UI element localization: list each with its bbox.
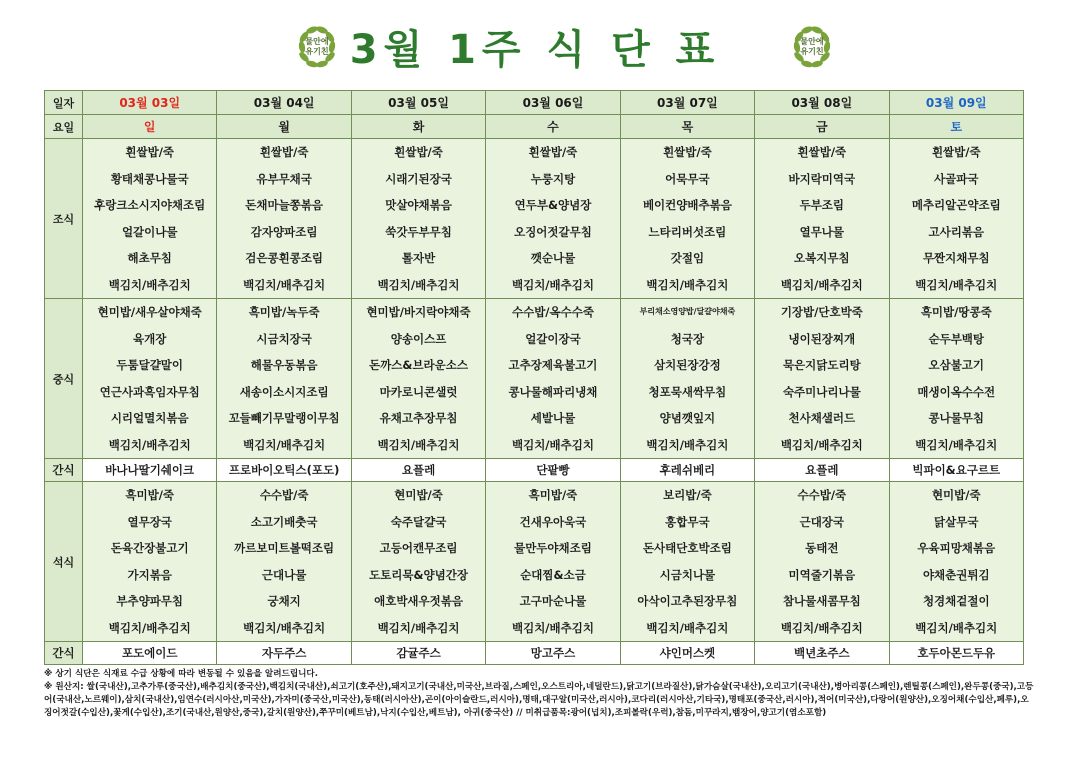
snack-cell: 요플레 — [351, 459, 485, 482]
menu-item: 흑미밥/땅콩죽 — [920, 305, 992, 319]
menu-item: 도토리묵&양념간장 — [369, 567, 468, 582]
breakfast-cell — [486, 139, 620, 299]
weekday-row — [45, 115, 1024, 139]
menu-items — [621, 139, 754, 298]
menu-item: 돈채마늘쫑볶음 — [245, 198, 324, 212]
menu-items — [486, 482, 619, 641]
snack-cell: 바나나딸기쉐이크 — [83, 459, 217, 482]
snack-cell: 빅파이&요구르트 — [889, 459, 1023, 482]
lunch-cell — [486, 299, 620, 459]
dinner-cell — [486, 482, 620, 642]
menu-item: 청국장 — [670, 331, 705, 346]
breakfast-label: 조식 — [45, 139, 83, 299]
menu-item: 베이컨양배추볶음 — [642, 198, 732, 212]
menu-items — [217, 299, 350, 458]
date-cell: 03월 03일 — [83, 91, 217, 115]
weekday-cell: 월 — [217, 115, 351, 139]
menu-items — [83, 482, 216, 641]
dinner-cell — [620, 482, 754, 642]
logo-text — [797, 37, 827, 57]
lunch-cell — [889, 299, 1023, 459]
snack-cell: 단팥빵 — [486, 459, 620, 482]
notes — [44, 668, 1034, 720]
menu-item: 돈사태단호박조림 — [642, 541, 732, 555]
menu-item: 청경채겉절이 — [922, 594, 990, 608]
menu-item: 흑미밥/죽 — [528, 488, 578, 502]
dinner-cell — [83, 482, 217, 642]
menu-item: 흰쌀밥/죽 — [259, 145, 309, 159]
menu-item: 오징어젓갈무침 — [514, 224, 592, 239]
menu-item: 검은콩흰콩조림 — [245, 251, 324, 265]
menu-item: 기장밥/단호박죽 — [780, 305, 863, 319]
menu-item: 궁채지 — [267, 594, 301, 608]
menu-item: 흰쌀밥/죽 — [931, 145, 981, 159]
menu-item: 근대나물 — [261, 567, 307, 582]
menu-items — [217, 482, 350, 641]
menu-item: 육개장 — [133, 331, 167, 346]
menu-items — [755, 139, 888, 298]
menu-item: 열무나물 — [799, 224, 845, 239]
menu-item: 새송이소시지조림 — [239, 384, 329, 399]
menu-item: 백김치/배추김치 — [108, 437, 191, 452]
menu-item: 애호박새우젓볶음 — [374, 594, 463, 608]
dinner-cell — [889, 482, 1023, 642]
dinner-cell — [351, 482, 485, 642]
menu-item: 오복지무침 — [794, 251, 850, 265]
menu-items — [83, 139, 216, 298]
menu-item: 참나물새콤무침 — [782, 594, 861, 608]
menu-item: 백김치/배추김치 — [646, 437, 729, 452]
menu-item: 흰쌀밥/죽 — [663, 145, 712, 159]
menu-item: 청포묵새싹무침 — [648, 384, 727, 399]
menu-item: 숙주미나리나물 — [782, 384, 861, 399]
menu-item: 삼치된장강정 — [654, 358, 721, 372]
menu-item: 물만두야채조림 — [514, 541, 592, 555]
breakfast-cell — [755, 139, 889, 299]
breakfast-cell — [217, 139, 351, 299]
menu-item: 시금치장국 — [256, 331, 312, 346]
menu-item: 고구마순나물 — [519, 594, 587, 608]
lunch-cell — [755, 299, 889, 459]
lunch-cell — [351, 299, 485, 459]
menu-item: 백김치/배추김치 — [915, 620, 998, 635]
menu-item: 수수밥/죽 — [797, 488, 847, 502]
menu-item: 냉이된장찌개 — [788, 331, 856, 346]
menu-items — [890, 299, 1023, 458]
menu-item: 누룽지탕 — [530, 171, 576, 186]
menu-item: 백김치/배추김치 — [243, 277, 326, 292]
snack2-cell: 감귤주스 — [351, 642, 485, 665]
menu-items — [621, 299, 754, 458]
date-cell: 03월 06일 — [486, 91, 620, 115]
menu-items — [621, 482, 754, 641]
menu-item: 고추장제육불고기 — [508, 358, 598, 372]
menu-item: 시리얼멸치볶음 — [110, 411, 189, 425]
date-row — [45, 91, 1024, 115]
menu-items — [755, 299, 888, 458]
menu-item: 백김치/배추김치 — [915, 437, 998, 452]
dinner-cell — [755, 482, 889, 642]
menu-item: 두부조림 — [799, 198, 845, 212]
menu-item: 수수밥/옥수수죽 — [511, 305, 594, 319]
menu-item: 백김치/배추김치 — [646, 277, 729, 292]
snack-cell: 후레쉬베리 — [620, 459, 754, 482]
menu-items — [486, 139, 619, 298]
lunch-cell — [217, 299, 351, 459]
menu-item: 연근사과흑임자무침 — [99, 384, 200, 399]
menu-item: 백김치/배추김치 — [915, 277, 998, 292]
menu-item: 황태채콩나물국 — [110, 171, 189, 186]
menu-item: 흰쌀밥/죽 — [394, 145, 443, 159]
lunch-row — [45, 299, 1024, 459]
menu-item: 후랑크소시지야채조림 — [94, 198, 206, 212]
menu-item: 백김치/배추김치 — [511, 620, 594, 635]
lunch-label: 중식 — [45, 299, 83, 459]
menu-item: 우육피망채볶음 — [917, 541, 996, 555]
menu-item: 바지락미역국 — [788, 171, 856, 186]
menu-item: 닭살무국 — [934, 514, 979, 529]
menu-table — [44, 90, 1024, 665]
menu-items — [217, 139, 350, 298]
menu-item: 흑미밥/죽 — [125, 488, 175, 502]
weekday-cell: 일 — [83, 115, 217, 139]
snack-cell: 요플레 — [755, 459, 889, 482]
dinner-cell — [217, 482, 351, 642]
menu-item: 백김치/배추김치 — [377, 277, 460, 292]
menu-item: 부추양파무침 — [116, 594, 184, 608]
dinner-label: 석식 — [45, 482, 83, 642]
menu-item: 백김치/배추김치 — [108, 277, 191, 292]
menu-item: 쑥갓두부무침 — [385, 224, 452, 239]
date-cell: 03월 05일 — [351, 91, 485, 115]
menu-item: 무짠지채무침 — [922, 251, 990, 265]
menu-item: 백김치/배추김치 — [377, 437, 460, 452]
menu-items — [83, 299, 216, 458]
menu-item: 묵은지닭도리탕 — [782, 358, 861, 372]
menu-item: 꼬들빼기무말랭이무침 — [228, 411, 340, 425]
menu-item: 얼갈이나물 — [121, 224, 178, 239]
menu-items — [486, 299, 619, 458]
breakfast-cell — [889, 139, 1023, 299]
menu-item: 고등어캔무조림 — [379, 541, 458, 555]
menu-item: 흰쌀밥/죽 — [125, 145, 175, 159]
menu-item: 백김치/배추김치 — [646, 620, 729, 635]
weekday-label: 요일 — [45, 115, 83, 139]
page-title: 3월 1주 식 단 표 — [349, 27, 721, 73]
snack2-cell: 망고주스 — [486, 642, 620, 665]
menu-item: 순대찜&소금 — [520, 567, 586, 582]
menu-items — [890, 482, 1023, 641]
weekday-cell: 토 — [889, 115, 1023, 139]
date-cell: 03월 08일 — [755, 91, 889, 115]
header — [0, 0, 1070, 90]
logo-text-line: 유기친 — [800, 47, 824, 56]
menu-item: 유부무채국 — [256, 171, 312, 186]
menu-item: 어묵무국 — [665, 171, 710, 186]
menu-item: 건새우아욱국 — [519, 514, 587, 529]
lunch-cell — [620, 299, 754, 459]
menu-item: 백김치/배추김치 — [243, 620, 326, 635]
menu-item: 아삭이고추된장무침 — [637, 594, 738, 608]
note-line: ※ 원산지: 쌀(국내산),고추가루(중국산),배추김치(중국산),백김치(국내산),쇠고기(호주산),돼지고기(국내산,미국산,브라질,스페인,오스트리아,네덜란드),닭고기(브라질산),닭가슴살(국내산),오리고기(국내산),병아리콩(스페인),렌틸콩(스페인),완두콩(중국),고등어(국내산,노르웨이),삼치(국내산),임연수(러시아산,미국산),가자미(중국산,미국산),동태(러시아산),곤이(아이슬란드,러시아),명태,대구알(미국산,러시아),코다리(러시아산,기타국),명태포(중국산,러시아),적어(미국산),다랑어(원양산),오징어채(수입산,페루),오징어젓갈(수입산),꽃게(수입산),조기(국내산,원양산,중국),갈치(원양산),쭈꾸미(베트남),낙지(수입산,베트남), 아귀(중국산) // 미취급품목:광어(넙치),조피볼락(우럭),참돔,미꾸라지,뱀장어,양고기(염소포함) — [44, 682, 1034, 718]
menu-item: 소고기배춧국 — [250, 514, 318, 529]
snack-row — [45, 459, 1024, 482]
menu-item: 숙주달걀국 — [390, 514, 447, 529]
weekday-cell: 화 — [351, 115, 485, 139]
weekday-cell: 수 — [486, 115, 620, 139]
menu-item: 마카로니콘샐럿 — [379, 384, 458, 399]
menu-item: 고사리볶음 — [928, 224, 985, 239]
menu-item: 야채춘권튀김 — [922, 567, 990, 582]
snack-label: 간식 — [45, 459, 83, 482]
menu-item: 콩나물해파리냉채 — [508, 384, 598, 399]
menu-item: 메추리알곤약조림 — [911, 198, 1001, 212]
menu-item: 콩나물무침 — [928, 411, 985, 425]
menu-item: 현미밥/죽 — [394, 488, 443, 502]
menu-item: 얼갈이장국 — [525, 331, 581, 346]
menu-item: 매생이옥수수전 — [917, 384, 996, 399]
menu-item: 백김치/배추김치 — [108, 620, 191, 635]
snack2-cell: 샤인머스켓 — [620, 642, 754, 665]
menu-item: 보리밥/죽 — [663, 488, 712, 502]
menu-item: 백김치/배추김치 — [780, 277, 863, 292]
weekday-cell: 목 — [620, 115, 754, 139]
snack2-cell: 백년초주스 — [755, 642, 889, 665]
menu-item: 백김치/배추김치 — [377, 620, 460, 635]
snack2-label: 간식 — [45, 642, 83, 665]
menu-item: 해초무침 — [127, 251, 172, 265]
menu-item: 연두부&양념장 — [514, 198, 592, 212]
lunch-cell — [83, 299, 217, 459]
snack2-cell: 호두아몬드두유 — [889, 642, 1023, 665]
menu-item: 느타리버섯조림 — [648, 224, 727, 239]
menu-item: 백김치/배추김치 — [780, 437, 863, 452]
snack2-cell: 포도에이드 — [83, 642, 217, 665]
menu-items — [755, 482, 888, 641]
menu-item: 돈육간장불고기 — [110, 541, 189, 555]
menu-item: 백김치/배추김치 — [780, 620, 863, 635]
menu-item: 수수밥/죽 — [259, 488, 309, 502]
menu-item: 해물우동볶음 — [250, 358, 318, 372]
menu-item: 근대장국 — [799, 514, 845, 529]
dinner-row — [45, 482, 1024, 642]
menu-item: 시금치나물 — [659, 567, 716, 582]
menu-item: 감자양파조림 — [250, 224, 318, 239]
menu-items — [352, 299, 485, 458]
snack2-cell: 자두주스 — [217, 642, 351, 665]
menu-item: 순두부백탕 — [928, 331, 985, 346]
menu-item: 열무장국 — [127, 514, 172, 529]
menu-item: 양념깻잎지 — [659, 411, 716, 425]
menu-item: 흰쌀밥/죽 — [797, 145, 847, 159]
breakfast-row — [45, 139, 1024, 299]
menu-item: 천사채샐러드 — [788, 411, 856, 425]
date-cell: 03월 07일 — [620, 91, 754, 115]
menu-item: 맛살야채볶음 — [385, 198, 452, 212]
note-line: ※ 상기 식단은 식재료 수급 상황에 따라 변동될 수 있음을 알려드립니다. — [44, 669, 318, 679]
breakfast-cell — [351, 139, 485, 299]
menu-item: 양송이스프 — [390, 331, 447, 346]
date-label: 일자 — [45, 91, 83, 115]
date-cell: 03월 09일 — [889, 91, 1023, 115]
menu-item: 오삼불고기 — [928, 358, 985, 372]
menu-item: 돈까스&브라운소스 — [369, 358, 468, 372]
menu-item: 두툼달걀말이 — [116, 358, 184, 372]
menu-item: 깻순나물 — [530, 251, 576, 265]
menu-items — [352, 139, 485, 298]
breakfast-cell — [620, 139, 754, 299]
logo-text-line: 물안에 — [305, 37, 329, 46]
menu-item: 백김치/배추김치 — [511, 277, 594, 292]
wreath-logo-right — [789, 24, 835, 70]
breakfast-cell — [83, 139, 217, 299]
logo-text-line: 유기친 — [305, 47, 329, 56]
logo-text-line: 물안에 — [800, 37, 824, 46]
menu-item: 갓절임 — [670, 251, 705, 265]
menu-item: 세발나물 — [530, 411, 576, 425]
menu-item: 부리채소영양밥/달걀야채죽 — [639, 307, 736, 316]
menu-item: 현미밥/바지락야채죽 — [366, 305, 471, 319]
date-cell: 03월 04일 — [217, 91, 351, 115]
menu-item: 톨자반 — [401, 251, 436, 265]
weekday-cell: 금 — [755, 115, 889, 139]
menu-item: 흑미밥/녹두죽 — [248, 305, 320, 319]
menu-item: 까르보미트볼떡조림 — [234, 541, 335, 555]
snack2-row — [45, 642, 1024, 665]
menu-item: 백김치/배추김치 — [511, 437, 594, 452]
menu-items — [890, 139, 1023, 298]
menu-item: 흰쌀밥/죽 — [528, 145, 578, 159]
snack-cell: 프로바이오틱스(포도) — [217, 459, 351, 482]
menu-item: 시래기된장국 — [385, 171, 452, 186]
menu-items — [352, 482, 485, 641]
menu-item: 사골파국 — [934, 171, 979, 186]
menu-item: 현미밥/새우살야채죽 — [97, 305, 202, 319]
menu-item: 동태전 — [805, 541, 839, 555]
menu-item: 홍합무국 — [665, 514, 710, 529]
menu-item: 유채고추장무침 — [379, 411, 458, 425]
menu-item: 현미밥/죽 — [931, 488, 981, 502]
menu-item: 미역줄기볶음 — [788, 567, 856, 582]
menu-item: 가지볶음 — [127, 567, 172, 582]
menu-item: 백김치/배추김치 — [243, 437, 326, 452]
